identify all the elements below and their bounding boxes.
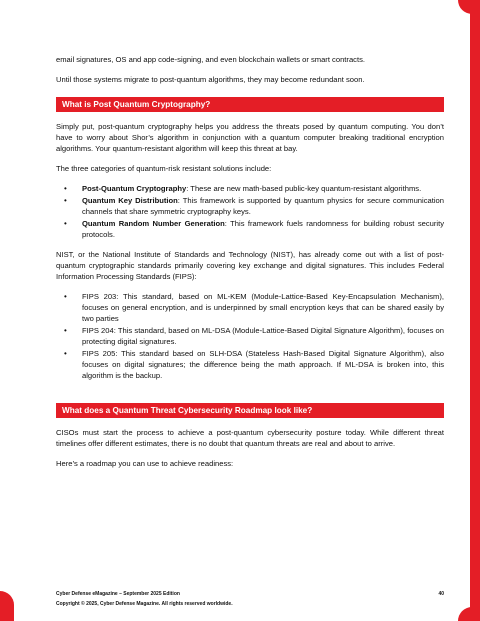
footer-copyright: Copyright © 2025, Cyber Defense Magazine. All rights reserved worldwide. xyxy=(56,601,233,607)
page-corner-bottom-right xyxy=(458,607,480,621)
article-body xyxy=(56,54,444,478)
roadmap-paragraph-1: CISOs must start the process to achieve a post-quantum cybersecurity posture today. While different threat timelines offer different estimates, there is no doubt that quantum threats are real and about to arrive. xyxy=(56,428,444,448)
category-desc: : This framework is supported by quantum physics for secure communication channels that share symmetric cryptography keys. xyxy=(82,196,444,216)
roadmap-paragraph-2: Here’s a roadmap you can use to achieve readiness: xyxy=(56,459,234,468)
page-border-right xyxy=(470,0,480,621)
category-term: Quantum Random Number Generation xyxy=(82,219,225,228)
section-heading-roadmap: What does a Quantum Threat Cybersecurity Roadmap look like? xyxy=(56,403,444,418)
footer-edition: Cyber Defense eMagazine – September 2025 Edition xyxy=(56,591,180,597)
footer-edition-row xyxy=(56,591,444,597)
pqc-paragraph-3: NIST, or the National Institute of Standards and Technology (NIST), has already come out with a list of post-quantum cryptographic standards primarily covering key exchange and digital signatures. This includes Federal Information Processing Standards (FIPS): xyxy=(56,250,444,281)
intro-paragraph-2: Until those systems migrate to post-quantum algorithms, they may become redundant soon. xyxy=(56,75,365,84)
list-item: • FIPS 203: This standard, based on ML-KEM (Module-Lattice-Based Key-Encapsulation Mechanism), focuses on general encryption, and is underpinned by small encryption keys that can be shared easily by two parties xyxy=(82,291,444,324)
list-item xyxy=(82,183,444,194)
page-corner-bottom-left xyxy=(0,591,14,621)
category-term: Quantum Key Distribution xyxy=(82,196,178,205)
list-item: • FIPS 205: This standard based on SLH-DSA (Stateless Hash-Based Digital Signature Algorithm), also focuses on digital signatures; the difference being the math approach. If ML-DSA is broken into, this algorithm is the backup. xyxy=(82,348,444,381)
category-desc: : This framework fuels randomness for building robust security protocols. xyxy=(82,219,445,239)
pqc-paragraph-2: The three categories of quantum-risk resistant solutions include: xyxy=(56,164,272,173)
list-item xyxy=(82,218,444,240)
footer-page-number: 40 xyxy=(438,591,444,597)
categories-list xyxy=(56,183,444,240)
section-heading-pqc: What is Post Quantum Cryptography? xyxy=(56,97,444,112)
intro-paragraph-1: email signatures, OS and app code-signing, and even blockchain wallets or smart contracts. xyxy=(56,55,365,64)
list-item xyxy=(82,195,444,217)
standards-list xyxy=(56,291,444,381)
page-corner-top-right xyxy=(458,0,480,14)
list-item: • FIPS 204: This standard, based on ML-DSA (Module-Lattice-Based Digital Signature Algorithm), focuses on protecting digital signatures. xyxy=(82,325,444,347)
pqc-paragraph-1: Simply put, post-quantum cryptography helps you address the threats posed by quantum computing. You don’t have to worry about Shor’s algorithm in conjunction with a quantum computer breaking traditional encryption algorithms. Your quantum-resistant algorithm will keep this threat at bay. xyxy=(56,122,444,153)
category-term: Post-Quantum Cryptography xyxy=(82,184,187,193)
category-desc: : These are new math-based public-key quantum-resistant algorithms. xyxy=(186,184,422,193)
